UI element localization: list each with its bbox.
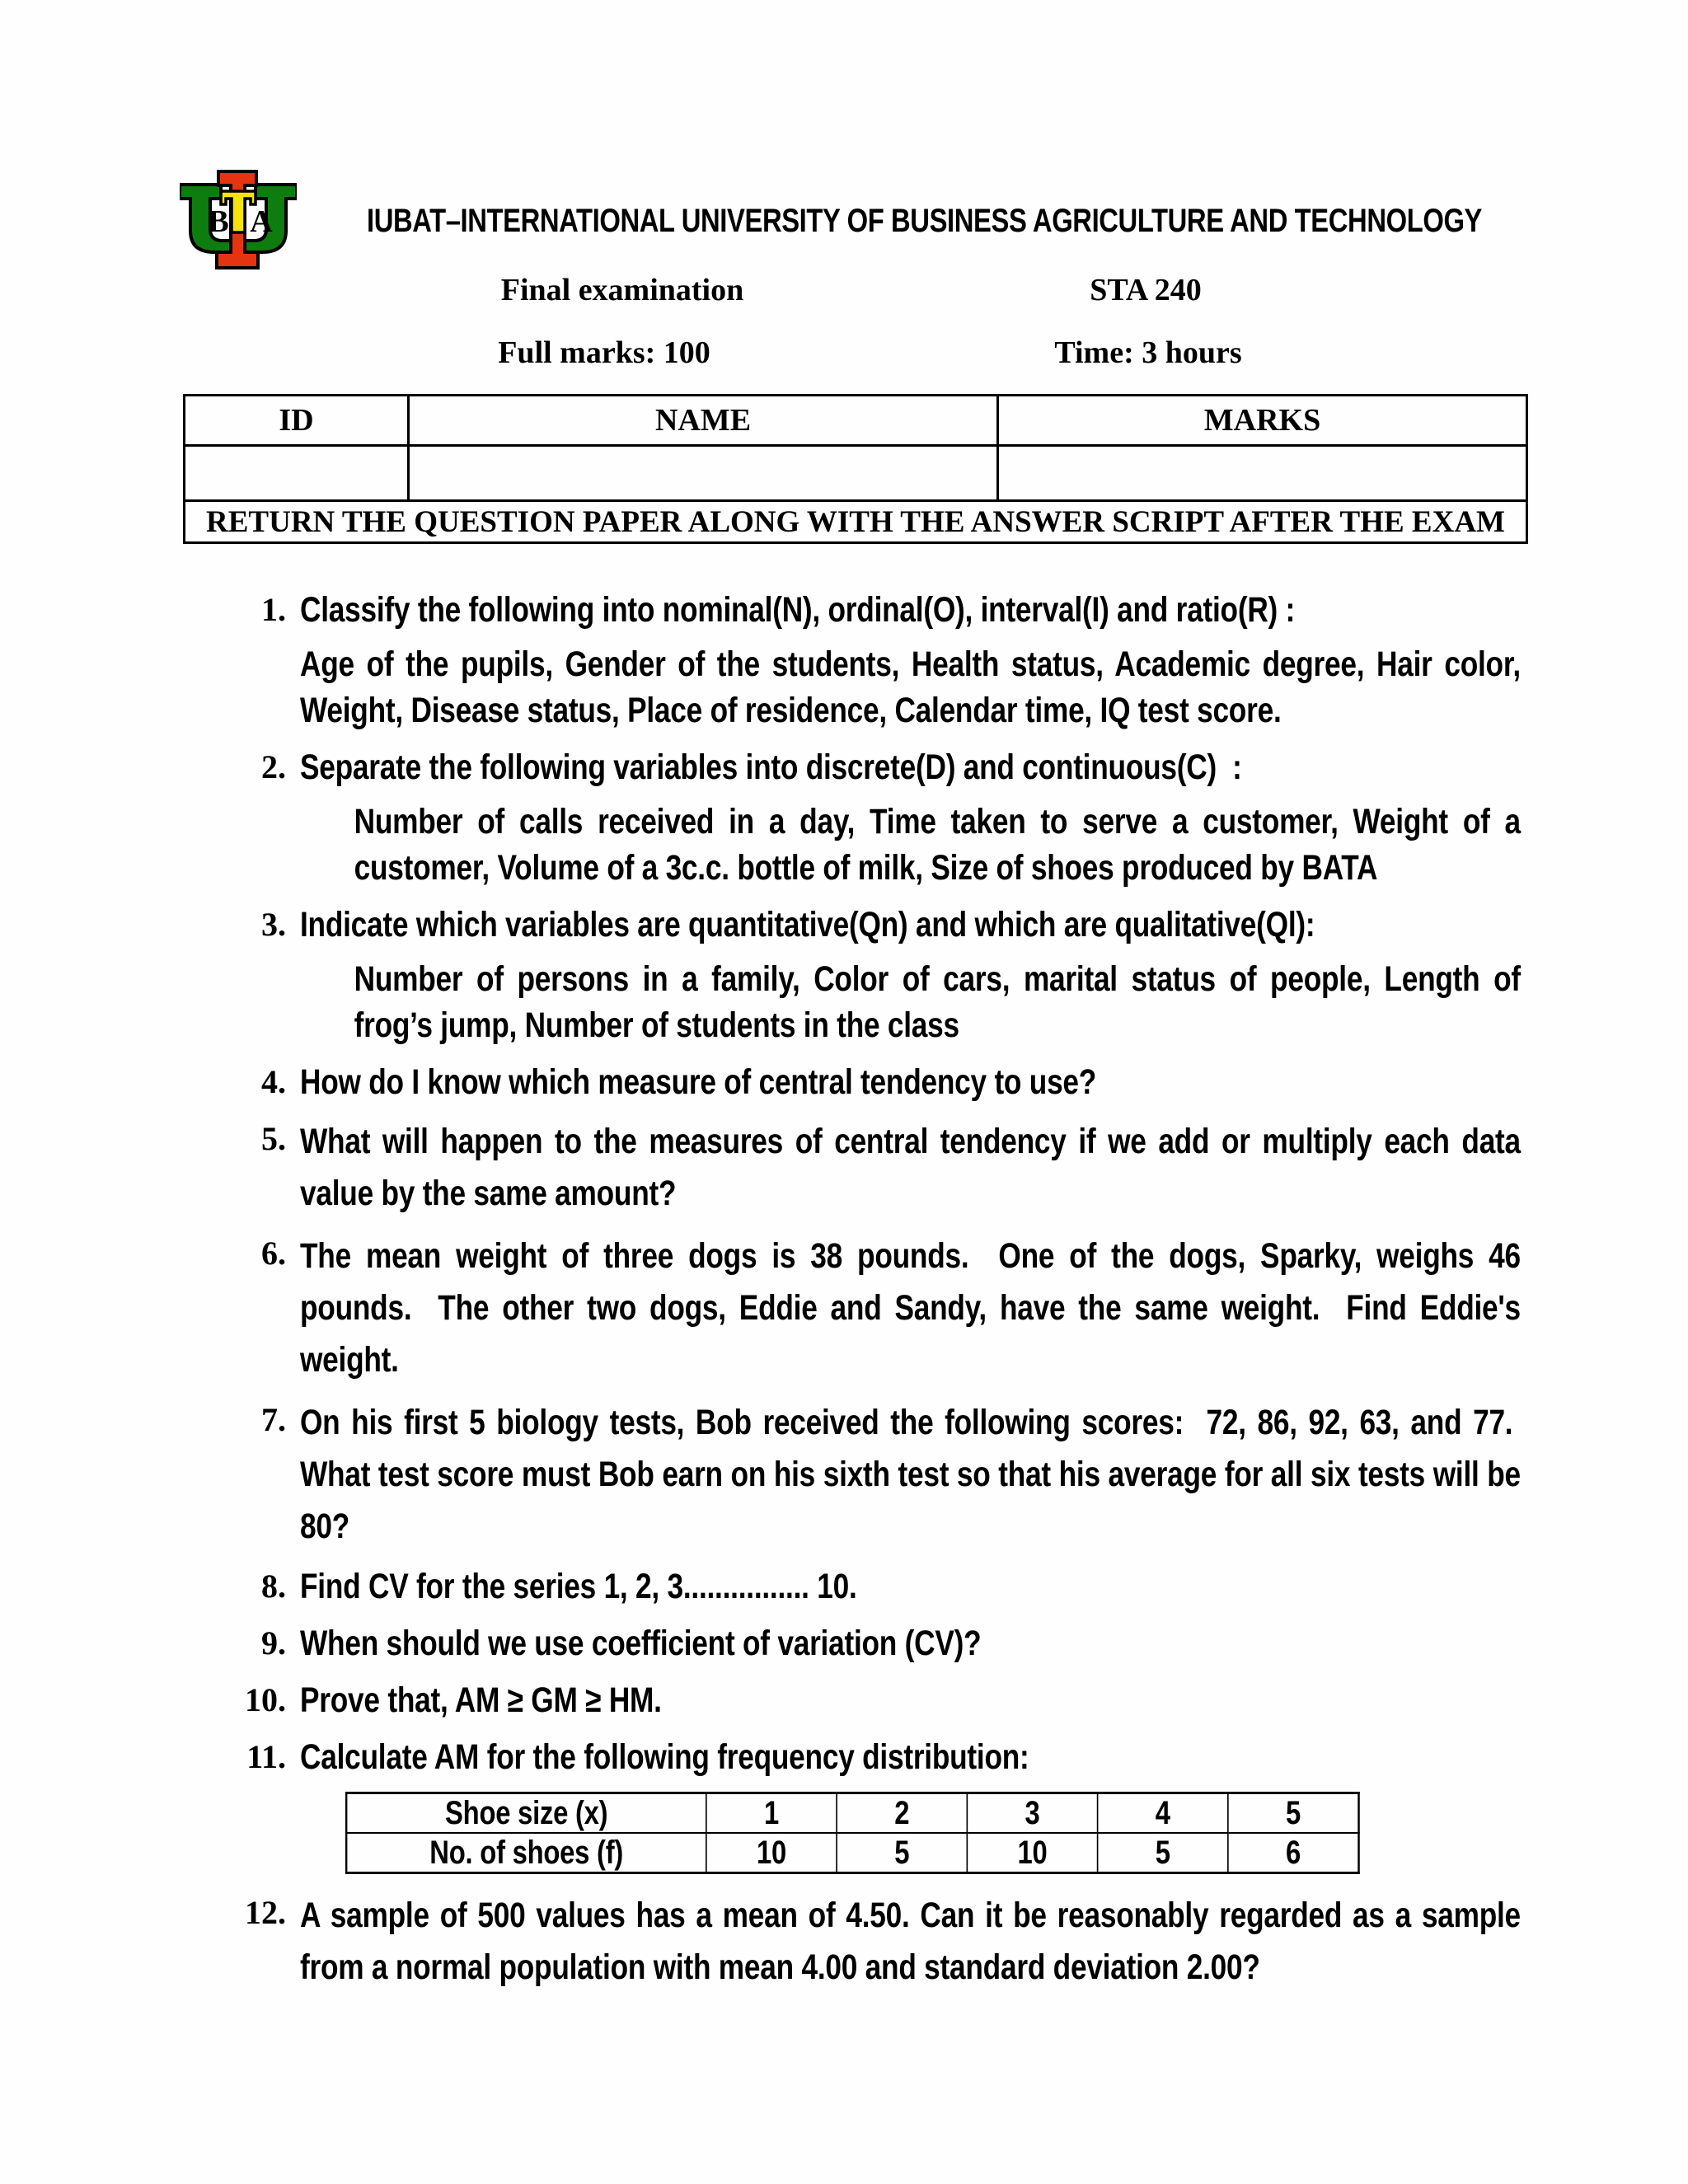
question-text: Classify the following into nominal(N), ordinal(O), interval(I) and ratio(R) : (300, 590, 1296, 630)
freq-x-value: 2 (837, 1793, 967, 1834)
question-item-11 (0, 1734, 1688, 1879)
question-number: 7. (261, 1401, 286, 1438)
freq-label-no-of-shoes: No. of shoes (f) (346, 1833, 706, 1873)
logo-letter-a: A (250, 204, 273, 239)
question-item-6 (0, 1230, 1688, 1386)
question-body (300, 1620, 1521, 1666)
question-number: 4. (261, 1063, 286, 1100)
question-item-10 (0, 1677, 1688, 1723)
question-number: 6. (261, 1235, 286, 1272)
info-col-marks: MARKS (998, 396, 1527, 446)
question-body (300, 1563, 1521, 1610)
question-item-8 (0, 1563, 1688, 1610)
question-body (300, 1734, 1521, 1879)
question-detail: Number of persons in a family, Color of cars, marital status of people, Length of frog’s jump, Number of students in the class (354, 959, 1521, 1045)
question-text: When should we use coefficient of variation (CV)? (300, 1624, 982, 1663)
info-blank-row (185, 446, 1527, 501)
time-label: Time: 3 hours (1054, 335, 1242, 370)
question-body (300, 587, 1521, 733)
question-number: 10. (245, 1681, 286, 1718)
info-col-name: NAME (409, 396, 998, 446)
question-item-2 (0, 744, 1688, 891)
logo-letter-b: B (208, 204, 229, 239)
question-number: 12. (245, 1894, 286, 1931)
university-title-text: IUBAT–INTERNATIONAL UNIVERSITY OF BUSINESS AGRICULTURE AND TECHNOLOGY (367, 203, 1483, 239)
question-body (300, 1890, 1521, 1994)
question-body (300, 1397, 1521, 1553)
question-item-5 (0, 1116, 1688, 1220)
question-number: 5. (261, 1120, 286, 1157)
frequency-table (345, 1792, 1360, 1874)
question-item-3 (0, 902, 1688, 1048)
question-text: Indicate which variables are quantitative(Qn) and which are qualitative(Ql): (300, 905, 1315, 944)
course-code-label: STA 240 (1090, 273, 1202, 307)
question-number: 2. (261, 748, 286, 785)
question-text: Find CV for the series 1, 2, 3................ 10. (300, 1567, 857, 1606)
question-number: 9. (261, 1624, 286, 1661)
freq-row-x (346, 1793, 1358, 1834)
question-item-7 (0, 1397, 1688, 1553)
exam-type-label: Final examination (500, 273, 744, 307)
info-notice-row (185, 501, 1527, 543)
question-text: What will happen to the measures of central tendency if we add or multiply each data value by the same amount? (300, 1122, 1521, 1213)
info-blank-cell-name (409, 446, 998, 501)
question-number: 1. (261, 591, 286, 628)
question-text: The mean weight of three dogs is 38 pounds. One of the dogs, Sparky, weighs 46 pounds. The other two dogs, Eddie and Sandy, have the same weight. Find Eddie's weight. (300, 1236, 1521, 1380)
question-body (300, 744, 1521, 891)
question-list (0, 587, 1688, 2004)
question-text: A sample of 500 values has a mean of 4.50. Can it be reasonably regarded as a sample from a normal population with mean 4.00 and standard deviation 2.00? (300, 1896, 1521, 1987)
full-marks-label: Full marks: 100 (498, 335, 710, 370)
return-notice-text: RETURN THE QUESTION PAPER ALONG WITH THE ANSWER SCRIPT AFTER THE EXAM (185, 501, 1527, 543)
question-text: Prove that, AM ≥ GM ≥ HM. (300, 1680, 662, 1720)
question-item-1 (0, 587, 1688, 733)
freq-x-value: 5 (1228, 1793, 1359, 1834)
freq-x-value: 4 (1098, 1793, 1228, 1834)
question-number: 3. (261, 906, 286, 943)
question-text: Calculate AM for the following frequency distribution: (300, 1737, 1029, 1777)
freq-row-f (346, 1833, 1358, 1873)
university-title (367, 203, 1688, 240)
info-col-id: ID (185, 396, 409, 446)
question-text: Separate the following variables into discrete(D) and continuous(C) : (300, 748, 1242, 787)
freq-f-value: 5 (1098, 1833, 1228, 1873)
freq-f-value: 6 (1228, 1833, 1359, 1873)
question-detail: Age of the pupils, Gender of the students, Health status, Academic degree, Hair color, Weight, Disease status, Place of residence, Calendar time, IQ test score. (300, 644, 1521, 730)
question-body (300, 1116, 1521, 1220)
info-blank-cell-id (185, 446, 409, 501)
question-body (300, 1230, 1521, 1386)
freq-f-value: 10 (967, 1833, 1097, 1873)
question-item-9 (0, 1620, 1688, 1666)
question-body (300, 1677, 1521, 1723)
info-header-row (185, 396, 1527, 446)
freq-f-value: 10 (706, 1833, 837, 1873)
iubat-logo-icon (180, 170, 297, 272)
freq-x-value: 3 (967, 1793, 1097, 1834)
question-number: 11. (246, 1738, 286, 1775)
question-number: 8. (261, 1568, 286, 1605)
question-text: On his first 5 biology tests, Bob received the following scores: 72, 86, 92, 63, and 77. What test score must Bob earn on his sixth test so that his average for all six tests will be 80? (300, 1403, 1521, 1546)
student-info-table (183, 394, 1528, 544)
question-body (300, 1059, 1521, 1105)
freq-label-shoe-size: Shoe size (x) (346, 1793, 706, 1834)
freq-f-value: 5 (837, 1833, 967, 1873)
question-item-4 (0, 1059, 1688, 1105)
question-detail: Number of calls received in a day, Time taken to serve a customer, Weight of a customer, Volume of a 3c.c. bottle of milk, Size of shoes produced by BATA (354, 802, 1521, 888)
question-item-12 (0, 1890, 1688, 1994)
info-blank-cell-marks (998, 446, 1527, 501)
freq-x-value: 1 (706, 1793, 837, 1834)
question-body (300, 902, 1521, 1048)
question-text: How do I know which measure of central tendency to use? (300, 1062, 1097, 1102)
